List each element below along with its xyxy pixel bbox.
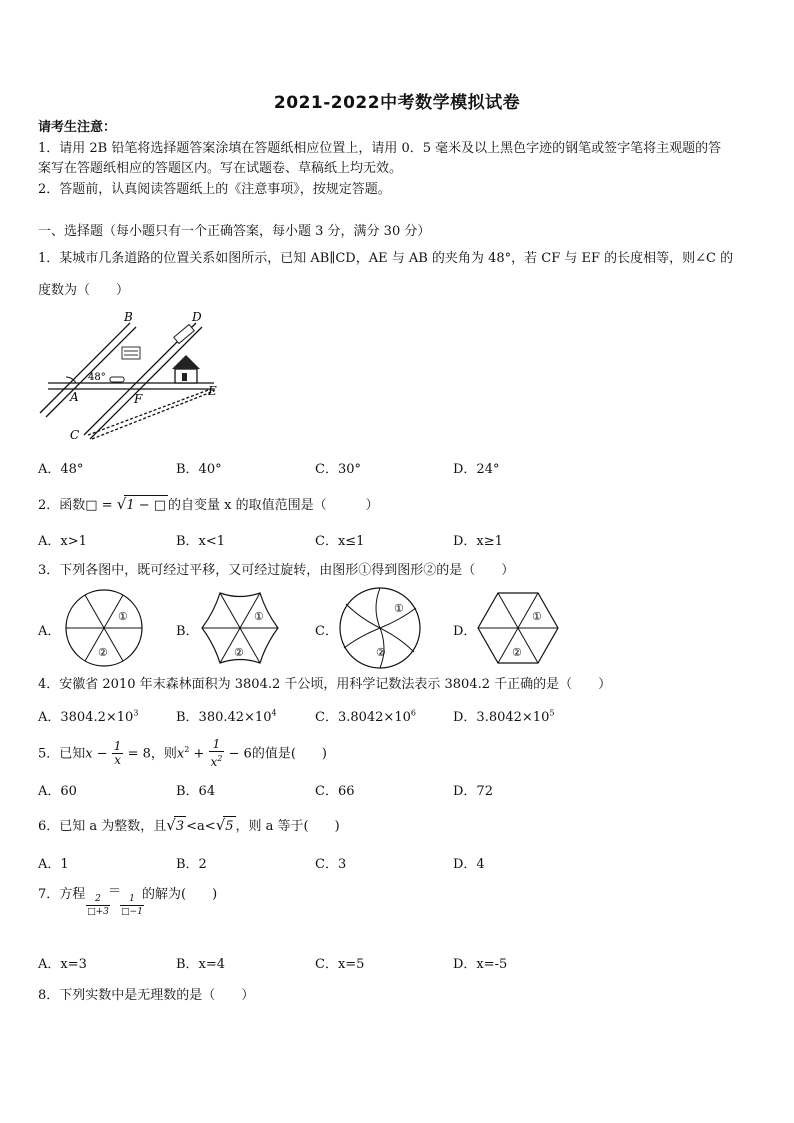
building-icon bbox=[122, 347, 140, 359]
section-heading: 一、选择题（每小题只有一个正确答案，每小题 3 分，满分 30 分） bbox=[38, 224, 431, 239]
q3-figure-a bbox=[62, 588, 146, 668]
q1-label-c: C bbox=[70, 428, 80, 442]
q3-a-mark-2: ② bbox=[98, 646, 108, 659]
q1-text-line-2: 度数为（ ） bbox=[38, 283, 130, 298]
radical-icon: √ bbox=[116, 495, 127, 513]
q2-box: □ bbox=[85, 498, 98, 513]
q1-text-line-1: 1．某城市几条道路的位置关系如图所示，已知 AB∥CD，AE 与 AB 的夹角为 48°，若 CF 与 EF 的长度相等，则∠C 的 bbox=[38, 251, 734, 266]
q3-option-b[interactable]: B． bbox=[176, 624, 199, 639]
q2-post: 的自变量 x 的取值范围是（ ） bbox=[168, 498, 379, 513]
q7-post: 的解为( ) bbox=[142, 887, 218, 902]
car-icon bbox=[110, 377, 124, 382]
q1-label-a: A bbox=[70, 390, 79, 404]
q3-b-mark-1: ① bbox=[254, 610, 264, 623]
q4-option-a[interactable]: A．$3804.2\times 10^3$ bbox=[38, 708, 139, 725]
q5-option-d[interactable]: D．72 bbox=[453, 784, 493, 799]
q6-option-a[interactable]: A．1 bbox=[38, 857, 69, 872]
house-icon bbox=[172, 355, 200, 383]
q4-option-c[interactable]: C．$3.8042\times 10^6$ bbox=[315, 708, 416, 725]
q7-fraction-1: 2 □+3 bbox=[87, 894, 109, 917]
q3-figure-c bbox=[338, 586, 422, 670]
q1-road-diagram bbox=[36, 305, 226, 445]
q5-option-a[interactable]: A．60 bbox=[38, 784, 77, 799]
q1-option-a[interactable]: A．48° bbox=[38, 462, 84, 477]
q3-option-d[interactable]: D． bbox=[453, 624, 477, 639]
q1-option-b[interactable]: B．40° bbox=[176, 462, 222, 477]
q2-option-c[interactable]: C．x≤1 bbox=[315, 534, 365, 549]
q6-option-c[interactable]: C．3 bbox=[315, 857, 347, 872]
q2-equals: = bbox=[97, 498, 117, 513]
notice-line-2: 案写在答题纸相应的答题区内。写在试题卷、草稿纸上均无效。 bbox=[38, 161, 403, 176]
q1-option-c[interactable]: C．30° bbox=[315, 462, 361, 477]
q2-pre: 2．函数 bbox=[38, 498, 86, 513]
q3-c-mark-1: ① bbox=[394, 602, 404, 615]
q3-d-mark-1: ① bbox=[532, 610, 542, 623]
q5-option-c[interactable]: C．66 bbox=[315, 784, 355, 799]
q8-text: 8．下列实数中是无理数的是（ ） bbox=[38, 988, 255, 1003]
q3-a-mark-1: ① bbox=[118, 610, 128, 623]
notice-heading: 请考生注意： bbox=[38, 120, 117, 135]
q3-option-c[interactable]: C． bbox=[315, 624, 338, 639]
q1-label-f: F bbox=[134, 392, 143, 406]
q3-text: 3．下列各图中，既可经过平移，又可经过旋转，由图形①得到图形②的是（ ） bbox=[38, 563, 515, 578]
q3-c-mark-2: ② bbox=[376, 646, 386, 659]
q3-figure-d bbox=[476, 588, 560, 668]
q7-option-b[interactable]: B．x=4 bbox=[176, 957, 226, 972]
radical-icon: √ bbox=[215, 816, 226, 834]
q7-pre: 7．方程 bbox=[38, 887, 86, 902]
q3-d-mark-2: ② bbox=[512, 646, 522, 659]
q2-option-a[interactable]: A．x>1 bbox=[38, 534, 87, 549]
q2-option-d[interactable]: D．x≥1 bbox=[453, 534, 503, 549]
q7-option-d[interactable]: D．x=-5 bbox=[453, 957, 508, 972]
q1-label-e: E bbox=[208, 384, 217, 398]
q5-fraction-2: $\frac{1}{x^2}$ bbox=[210, 737, 223, 770]
notice-line-3: 2．答题前，认真阅读答题纸上的《注意事项》，按规定答题。 bbox=[38, 182, 391, 197]
q7-option-c[interactable]: C．x=5 bbox=[315, 957, 365, 972]
q4-text: 4．安徽省 2010 年末森林面积为 3804.2 千公顷，用科学记数法表示 3804.2 千正确的是（ ） bbox=[38, 677, 612, 692]
q2-option-b[interactable]: B．x<1 bbox=[176, 534, 226, 549]
radical-icon: √ bbox=[166, 816, 176, 834]
q4-option-b[interactable]: B．$380.42\times 10^4$ bbox=[176, 708, 277, 725]
q1-option-d[interactable]: D．24° bbox=[453, 462, 500, 477]
q6-text: 6．已知 a 为整数，且√3 <a<√5 ，则 a 等于( ) bbox=[38, 815, 340, 837]
q2-text bbox=[38, 494, 379, 516]
q4-option-d[interactable]: D．$3.8042\times 10^5$ bbox=[453, 708, 555, 725]
page-title: 2021-2022中考数学模拟试卷 bbox=[273, 93, 521, 113]
q2-radicand: 1 − □ bbox=[124, 495, 168, 516]
q5-text: 5．已知x − $\frac{1}{x}$ = 8，则$x^2$ + $\frac{1}{x^2}$ − 6的值是( ) bbox=[38, 737, 327, 770]
q7-equals: ＝ bbox=[108, 884, 122, 899]
q3-b-mark-2: ② bbox=[234, 646, 244, 659]
q7-option-a[interactable]: A．x=3 bbox=[38, 957, 87, 972]
q7-fraction-2: 1 □−1 bbox=[121, 894, 143, 917]
truck-icon bbox=[174, 325, 194, 344]
q1-angle-label: 48° bbox=[88, 372, 106, 383]
q5-fraction-1: $\frac{1}{x}$ bbox=[113, 739, 122, 768]
q1-label-b: B bbox=[124, 310, 133, 324]
notice-line-1: 1．请用 2B 铅笔将选择题答案涂填在答题纸相应位置上，请用 0．5 毫米及以上黑色字迹的钢笔或签字笔将主观题的答 bbox=[38, 141, 722, 156]
q3-option-a[interactable]: A． bbox=[38, 624, 61, 639]
q5-option-b[interactable]: B．64 bbox=[176, 784, 216, 799]
q3-figure-b bbox=[198, 588, 282, 668]
q6-option-d[interactable]: D．4 bbox=[453, 857, 485, 872]
q1-label-d: D bbox=[192, 310, 202, 324]
q6-option-b[interactable]: B．2 bbox=[176, 857, 207, 872]
